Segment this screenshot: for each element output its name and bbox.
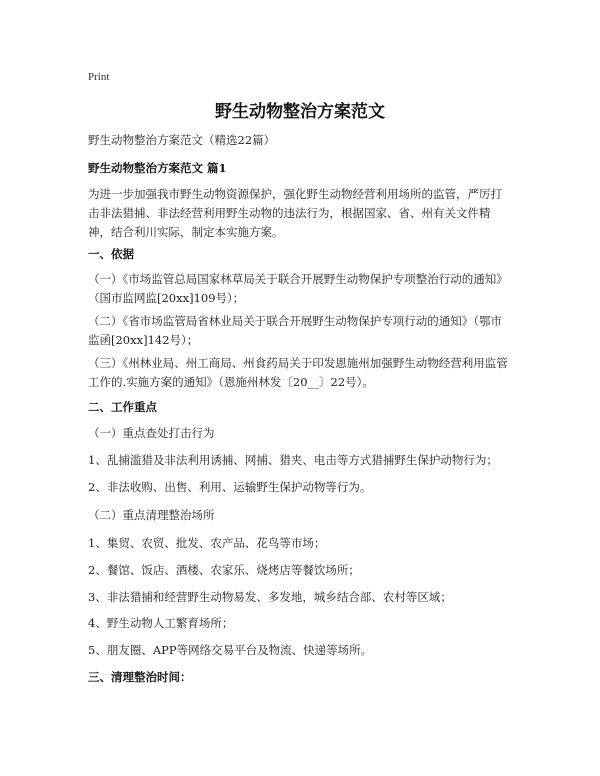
intro-paragraph: 为进一步加强我市野生动物资源保护，强化野生动物经营利用场所的监管，严厉打击非法猎捕、非法经营利用野生动物的违法行为，根据国家、省、州有关文件精神，结合利川实际，制定本实施方案。: [88, 187, 502, 239]
focus-subheading: （二）重点清理整治场所: [88, 508, 215, 522]
basis-item: （一）《市场监管总局国家林草局关于联合开展野生动物保护专项整治行动的通知》（国市监网监[20xx]109号）；: [88, 272, 508, 305]
basis-item: （二）《省市场监管局省林业局关于联合开展野生动物保护专项行动的通知》（鄂市监函[20xx]142号）；: [88, 314, 502, 347]
section-heading-timeline: 三、清理整治时间：: [88, 670, 192, 684]
document-title: 野生动物整治方案范文: [215, 102, 385, 122]
section-heading-focus: 二、工作重点: [88, 400, 157, 414]
focus-list-item: 5、朋友圈、APP等网络交易平台及物流、快递等场所。: [88, 643, 373, 657]
focus-list-item: 3、非法猎捕和经营野生动物易发、多发地，城乡结合部、农村等区域；: [88, 590, 452, 604]
section-heading-basis: 一、依据: [88, 247, 134, 261]
focus-list-item: 4、野生动物人工繁育场所；: [88, 616, 234, 630]
focus-subheading: （一）重点查处打击行为: [88, 426, 215, 440]
focus-list-item: 1、集贸、农贸、批发、农产品、花鸟等市场；: [88, 536, 326, 550]
focus-list-item: 1、乱捕滥猎及非法利用诱捕、网捕、猎夹、电击等方式猎捕野生保护动物行为；: [88, 453, 498, 467]
focus-list-item: 2、非法收购、出售、利用、运输野生保护动物等行为。: [88, 480, 372, 494]
focus-list-item: 2、餐馆、饭店、酒楼、农家乐、烧烤店等餐饮场所；: [88, 563, 360, 577]
basis-item: （三）《州林业局、州工商局、州食药局关于印发恩施州加强野生动物经营利用监管工作的.实施方案的通知》（恩施州林发〔20__〕22号）。: [88, 356, 508, 389]
print-link[interactable]: Print: [88, 71, 110, 83]
document-subtitle: 野生动物整治方案范文（精选22篇）: [88, 133, 276, 147]
article-title: 野生动物整治方案范文 篇1: [88, 161, 227, 175]
